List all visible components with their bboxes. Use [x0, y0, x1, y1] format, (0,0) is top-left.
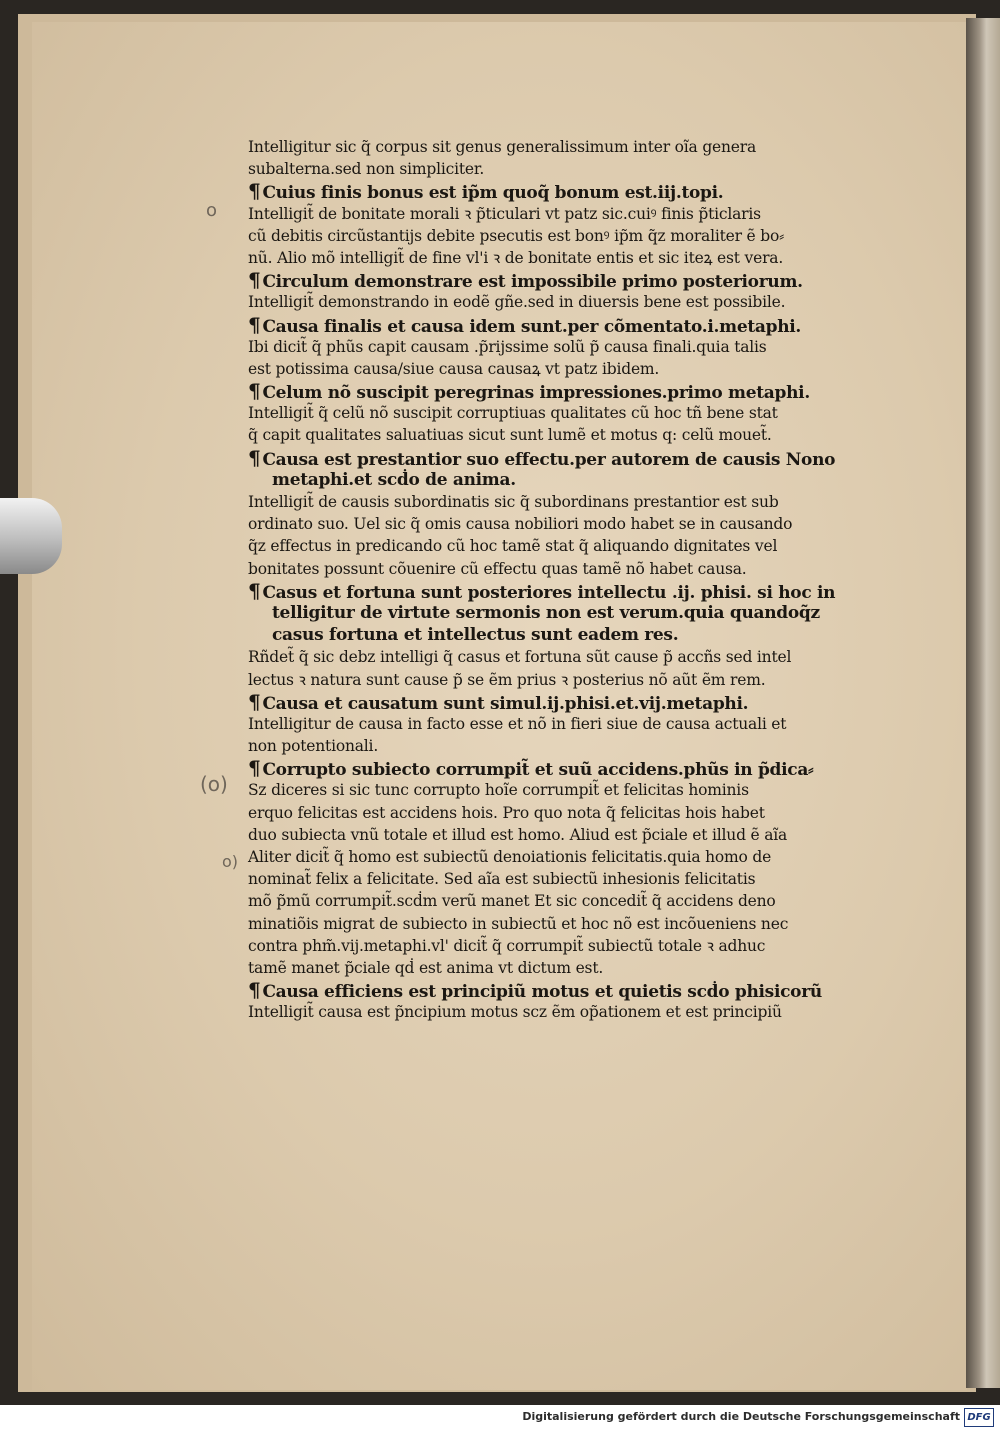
text-line-content: mõ p̃mũ corrumpit̃.scḋm verũ manet Et sic concedit̃ q̃ accidens deno	[248, 892, 776, 911]
text-line	[248, 291, 888, 313]
text-line	[248, 358, 888, 380]
text-line-content: Intelligit̃ causa est p̃ncipium motus scz ẽm op̃ationem et est principiũ	[248, 1003, 782, 1022]
text-line	[248, 735, 888, 757]
text-line-content: nominat̃ felix a felicitate. Sed aĩa est subiectũ inhesionis felicitatis	[248, 870, 756, 889]
text-line	[248, 802, 888, 824]
text-line	[248, 513, 888, 535]
text-line	[248, 380, 888, 402]
text-line	[248, 491, 888, 513]
margin-mark-1: o	[206, 200, 218, 221]
text-line-content: Ibi dicit̃ q̃ phũs capit causam .p̃rijssime solũ p̃ causa finali.quia talis	[248, 337, 767, 356]
text-line	[248, 225, 888, 247]
text-line	[248, 913, 888, 935]
text-line	[248, 979, 888, 1001]
text-line	[248, 1001, 888, 1023]
text-line-content: casus fortuna et intellectus sunt eadem res.	[272, 625, 679, 646]
pilcrow-mark: ¶	[248, 312, 261, 337]
pilcrow-mark: ¶	[248, 179, 261, 204]
pilcrow-mark: ¶	[248, 268, 261, 293]
text-line	[248, 669, 888, 691]
text-line	[248, 824, 888, 846]
text-line-content: Rñdet̃ q̃ sic debz intelligi q̃ casus et fortuna sũt cause p̃ accñs sed intel	[248, 648, 792, 667]
blackletter-text-block	[248, 136, 888, 1024]
text-line	[248, 558, 888, 580]
pilcrow-mark: ¶	[248, 756, 261, 781]
text-line-content: ordinato suo. Uel sic q̃ omis causa nobiliori modo habet se in causando	[248, 515, 793, 534]
text-line-content: Intelligitur sic q̃ corpus sit genus generalissimum inter oĩa genera	[248, 138, 757, 156]
text-line-content: tamẽ manet p̃ciale qḋ est anima vt dictum est.	[248, 958, 604, 977]
pilcrow-mark: ¶	[248, 379, 261, 404]
text-line-content: non potentionali.	[248, 737, 379, 756]
text-line-content: metaphi.et scḋo de anima.	[272, 469, 516, 490]
text-line	[248, 336, 888, 358]
text-line-content: q̃ capit qualitates saluatiuas sicut sunt lumẽ et motus q: celũ mouet̃.	[248, 426, 772, 445]
funding-credit: Digitalisierung gefördert durch die Deutsche Forschungsgemeinschaft	[522, 1410, 960, 1423]
text-line-content: Causa finalis et causa idem sunt.per cõmentato.i.metaphi.	[262, 316, 802, 337]
pilcrow-mark: ¶	[248, 445, 261, 470]
text-line-content: Circulum demonstrare est impossibile primo posteriorum.	[262, 272, 803, 293]
text-line	[248, 691, 888, 713]
text-line-content: nũ. Alio mõ intelligit̃ de fine vl'i ꝛ de bonitate entis et sic iteꝝ est vera.	[248, 248, 784, 267]
text-line-content: Cuius finis bonus est ip̃m quoq̃ bonum est.iij.topi.	[262, 183, 724, 204]
text-line-content: contra phm̃.vij.metaphi.vl' dicit̃ q̃ corrumpit̃ subiectũ totale ꝛ adhuc	[248, 936, 766, 955]
text-line	[248, 136, 888, 158]
text-line-content: Intelligit̃ de bonitate morali ꝛ p̃ticulari vt patz sic.cuiꝰ finis p̃ticlaris	[248, 204, 761, 223]
text-line	[248, 580, 888, 602]
text-line-content: q̃z effectus in predicando cũ hoc tamẽ stat q̃ aliquando dignitates vel	[248, 537, 778, 556]
text-line	[248, 646, 888, 668]
text-line	[248, 602, 888, 624]
text-line-content: est potissima causa/siue causa causaꝝ vt patz ibidem.	[248, 359, 660, 378]
text-line-content: Intelligit̃ de causis subordinatis sic q̃ subordinans prestantior est sub	[248, 493, 779, 511]
text-line-content: telligitur de virtute sermonis non est verum.quia quandoq̃z	[272, 602, 820, 623]
text-line	[248, 890, 888, 912]
text-line	[248, 757, 888, 779]
text-line-content: lectus ꝛ natura sunt cause p̃ se ẽm prius ꝛ posterius nõ aũt ẽm rem.	[248, 670, 766, 689]
text-line-content: Corrupto subiecto corrumpit̃ et suũ accidens.phũs in p̃dica⸗	[262, 760, 814, 781]
text-line-content: Casus et fortuna sunt posteriores intellectu .ij. phisi. si hoc in	[262, 582, 836, 603]
margin-mark-2: (o)	[200, 772, 228, 796]
pilcrow-mark: ¶	[248, 578, 261, 603]
text-line-content: Causa efficiens est principiũ motus et quietis scḋo phisicorũ	[262, 982, 822, 1003]
text-line-content: duo subiecta vnũ totale et illud est homo. Aliud est p̃ciale et illud ẽ aĩa	[248, 825, 788, 844]
text-line-content: subalterna.sed non simpliciter.	[248, 160, 485, 179]
text-line	[248, 868, 888, 890]
text-line-content: erquo felicitas est accidens hois. Pro quo nota q̃ felicitas hois habet	[248, 803, 765, 822]
dfg-logo: DFG	[964, 1408, 994, 1427]
page-holder-clip	[0, 498, 62, 574]
text-line-content: Intelligitur de causa in facto esse et nõ in fieri siue de causa actuali et	[248, 714, 787, 733]
text-line-content: minatiõis migrat de subiecto in subiectũ et hoc nõ est incõueniens nec	[248, 914, 789, 933]
text-line-content: Intelligit̃ q̃ celũ nõ suscipit corruptiuas qualitates cũ hoc tñ bene stat	[248, 404, 778, 423]
text-line	[248, 935, 888, 957]
text-line	[248, 846, 888, 868]
text-line	[248, 447, 888, 469]
text-line	[248, 424, 888, 446]
text-line-content: bonitates possunt cõuenire cũ effectu quas tamẽ nõ habet causa.	[248, 559, 747, 578]
text-line-content: Aliter dicit̃ q̃ homo est subiectũ denoiationis felicitatis.quia homo de	[248, 848, 772, 866]
text-line	[248, 269, 888, 291]
digitization-footer	[0, 1405, 1000, 1429]
text-line	[248, 713, 888, 735]
text-line	[248, 957, 888, 979]
margin-mark-3: o)	[222, 852, 239, 871]
text-line-content: Celum nõ suscipit peregrinas impressiones.primo metaphi.	[262, 383, 810, 404]
text-line	[248, 469, 888, 491]
pilcrow-mark: ¶	[248, 978, 261, 1003]
text-line	[248, 314, 888, 336]
text-line	[248, 158, 888, 180]
facing-page-edge	[966, 18, 1000, 1388]
text-line	[248, 402, 888, 424]
text-line-content: Sz diceres si sic tunc corrupto hoĩe corrumpit̃ et felicitas hominis	[248, 781, 749, 800]
text-line	[248, 247, 888, 269]
pilcrow-mark: ¶	[248, 689, 261, 714]
text-line	[248, 535, 888, 557]
text-line-content: Intelligit̃ demonstrando in eodẽ gñe.sed in diuersis bene est possibile.	[248, 293, 786, 312]
text-line	[248, 624, 888, 646]
text-line-content: Causa est prestantior suo effectu.per autorem de causis Nono	[262, 449, 836, 470]
text-line-content: cũ debitis circũstantijs debite psecutis est bonꝰ ip̃m q̃z moraliter ẽ bo⸗	[248, 226, 785, 245]
text-line	[248, 180, 888, 202]
text-line	[248, 203, 888, 225]
text-line-content: Causa et causatum sunt simul.ij.phisi.et.vij.metaphi.	[262, 693, 749, 714]
text-line	[248, 779, 888, 801]
